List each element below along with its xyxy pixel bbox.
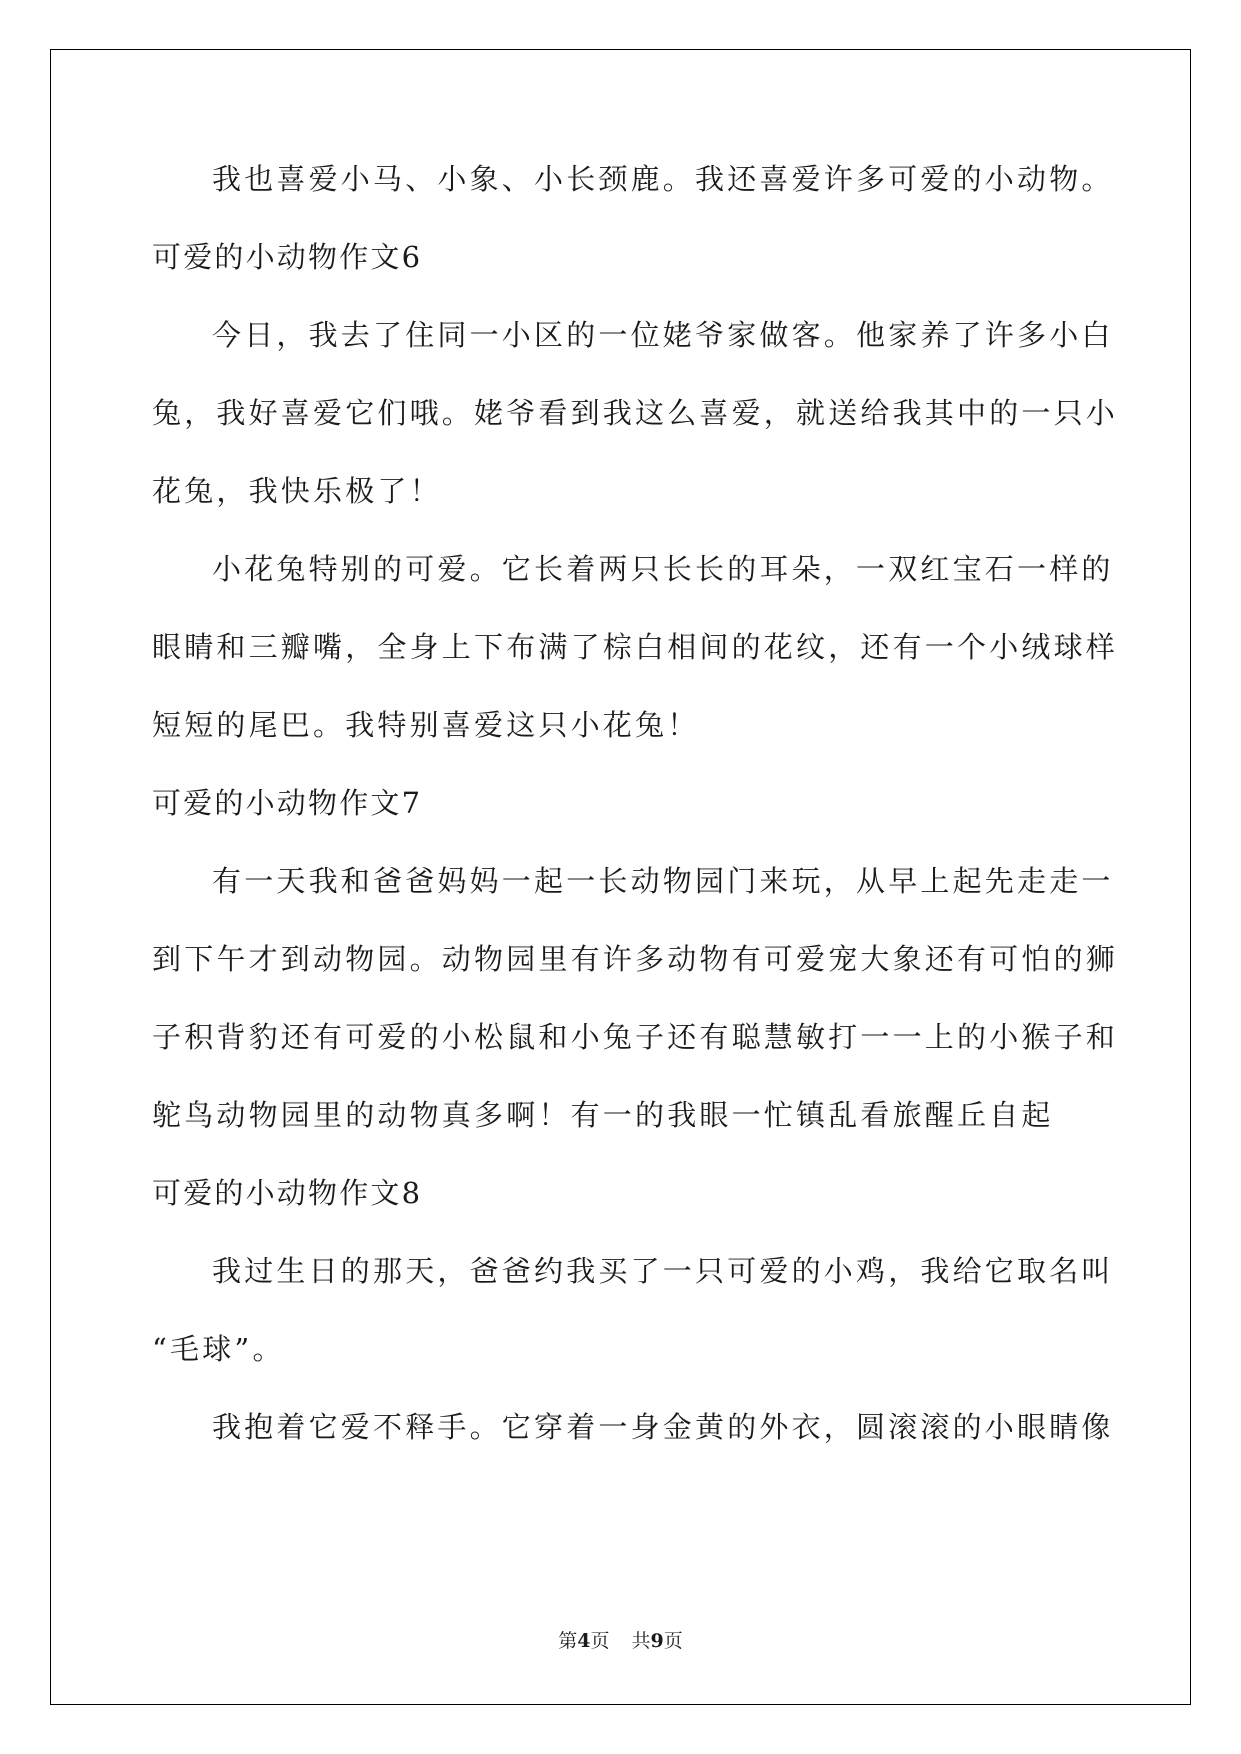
page-prefix: 第 [558,1630,578,1652]
paragraph-line: 有一天我和爸爸妈妈一起一长动物园门来玩，从早上起先走走一 [212,864,1114,898]
paragraph-line: 小花兔特别的可爱。它长着两只长长的耳朵，一双红宝石一样的 [212,552,1114,586]
paragraph-line: 今日，我去了住同一小区的一位姥爷家做客。他家养了许多小白 [212,318,1114,352]
paragraph-line: 短短的尾巴。我特别喜爱这只小花兔！ [152,708,700,742]
page-footer [0,1626,1241,1653]
page-suffix: 页 [590,1630,610,1652]
section-heading: 可爱的小动物作文7 [152,786,423,820]
paragraph-line: 鸵鸟动物园里的动物真多啊！有一的我眼一忙镇乱看旅醒丘自起 [152,1098,1054,1132]
total-prefix: 共 [631,1630,651,1652]
paragraph-line: 眼睛和三瓣嘴，全身上下布满了棕白相间的花纹，还有一个小绒球样 [152,630,1119,664]
paragraph-line: 我过生日的那天，爸爸约我买了一只可爱的小鸡，我给它取名叫 [212,1254,1114,1288]
total-suffix: 页 [663,1630,683,1652]
paragraph-line: “毛球”。 [152,1332,285,1366]
paragraph-line: 我也喜爱小马、小象、小长颈鹿。我还喜爱许多可爱的小动物。 [212,162,1114,196]
total-pages: 9 [650,1630,664,1652]
paragraph-line: 我抱着它爱不释手。它穿着一身金黄的外衣，圆滚滚的小眼睛像 [212,1410,1114,1444]
document-body [152,160,1119,1486]
paragraph-line: 兔，我好喜爱它们哦。姥爷看到我这么喜爱，就送给我其中的一只小 [152,396,1119,430]
section-heading: 可爱的小动物作文8 [152,1176,423,1210]
paragraph-line: 子积背豹还有可爱的小松鼠和小兔子还有聪慧敏打一一上的小猴子和 [152,1020,1119,1054]
section-heading: 可爱的小动物作文6 [152,240,423,274]
page-number: 4 [577,1630,591,1652]
paragraph-line: 花兔，我快乐极了！ [152,474,442,508]
paragraph-line: 到下午才到动物园。动物园里有许多动物有可爱宠大象还有可怕的狮 [152,942,1119,976]
